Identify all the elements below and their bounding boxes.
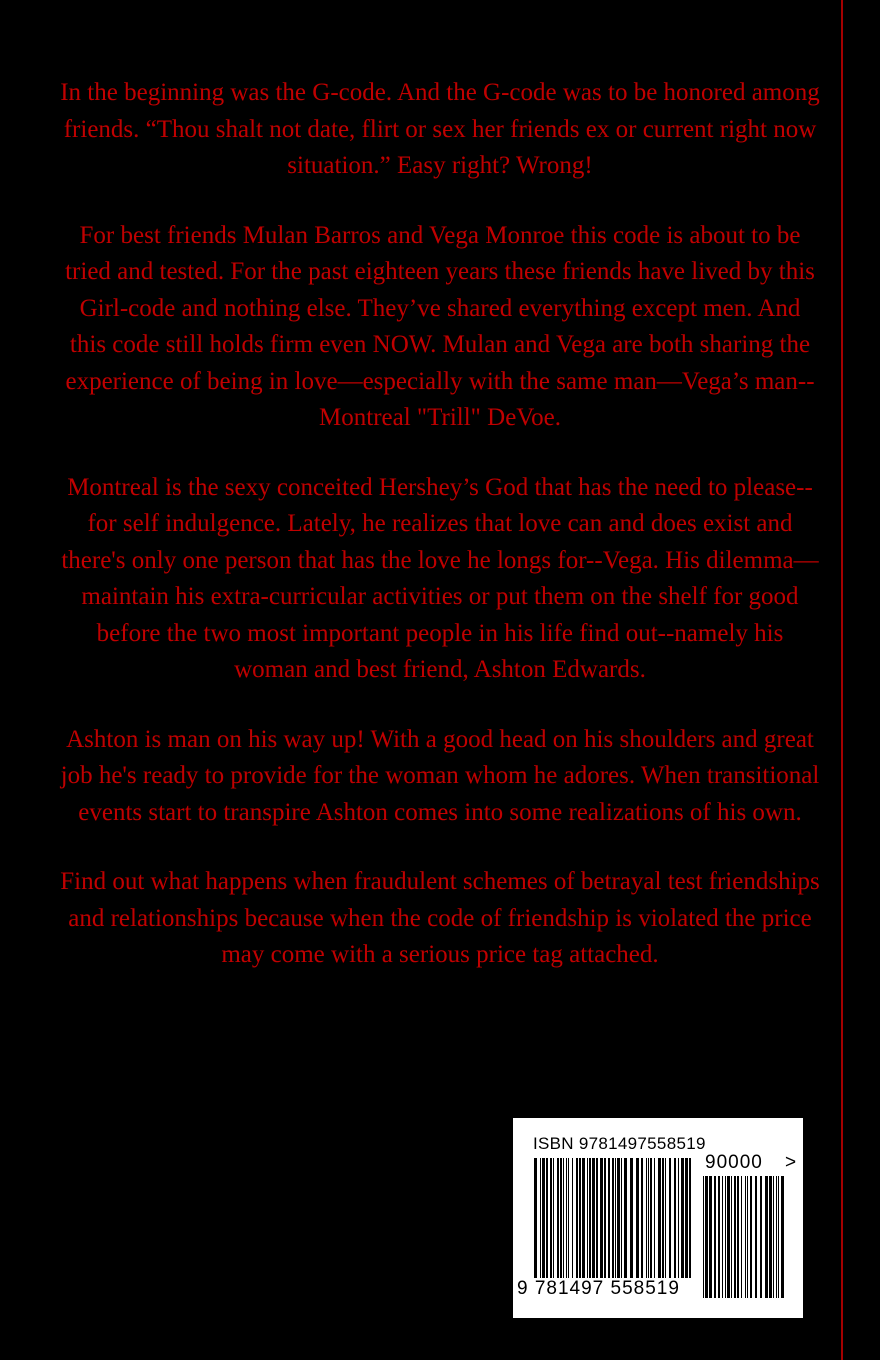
barcode-bar: [705, 1176, 708, 1298]
barcode-bar: [612, 1158, 614, 1278]
barcode-bar: [709, 1176, 712, 1298]
barcode-bar: [773, 1176, 774, 1298]
barcode-bar: [636, 1158, 639, 1278]
barcode-bar: [727, 1176, 730, 1298]
ean13-bars: [534, 1158, 692, 1298]
barcode-bar: [674, 1158, 676, 1278]
barcode-bar: [540, 1158, 541, 1278]
barcode-bar: [745, 1176, 746, 1298]
barcode-bar: [781, 1176, 784, 1298]
isbn-barcode: [513, 1118, 803, 1318]
barcode-bar: [572, 1158, 573, 1278]
barcode-bar: [685, 1158, 688, 1278]
back-cover-blurb: [60, 75, 820, 1007]
barcode-bar: [722, 1176, 723, 1298]
barcode-bar: [617, 1158, 620, 1278]
barcode-bar: [566, 1158, 567, 1278]
barcode-bar: [563, 1158, 564, 1278]
barcode-bar: [592, 1158, 595, 1278]
barcode-bar: [650, 1158, 652, 1278]
barcode-bar: [600, 1158, 603, 1278]
barcode-bar: [553, 1158, 554, 1278]
barcode-bar: [689, 1158, 691, 1278]
price-addon-digits: 90000: [705, 1152, 763, 1173]
price-addon-bars: [703, 1176, 785, 1298]
barcode-bar: [718, 1176, 720, 1298]
barcode-bar: [778, 1176, 779, 1298]
barcode-bar: [648, 1158, 649, 1278]
barcode-bar: [654, 1158, 655, 1278]
isbn-label: ISBN 9781497558519: [533, 1134, 706, 1153]
barcode-bar: [582, 1158, 585, 1278]
blurb-paragraph-2: For best friends Mulan Barros and Vega Monroe this code is about to be tried and tested. For the past eighteen years these friends have lived by this Girl-code and nothing else. They’ve shared everything except men. And this code still holds firm even NOW. Mulan and Vega are both sharing the experience of being in love—especially with the same man—Vega’s man--Montreal "Trill" DeVoe.: [65, 221, 815, 431]
barcode-bar: [630, 1158, 633, 1278]
blurb-paragraph-3: Montreal is the sexy conceited Hershey’s God that has the need to please--for self indulgence. Lately, he realizes that love can and does exist and there's only one person that has the love he longs for--Vega. His dilemma—maintain his extra-curricular activities or put them on the shelf for good before the two most important people in his life find out--namely his woman and best friend, Ashton Edwards.: [61, 473, 819, 683]
barcode-bar: [669, 1158, 671, 1278]
barcode-bar: [542, 1158, 545, 1278]
barcode-bar: [776, 1176, 777, 1298]
barcode-bar: [589, 1158, 591, 1278]
barcode-bar: [725, 1176, 726, 1298]
barcode-bar: [557, 1158, 559, 1278]
barcode-bar: [546, 1158, 548, 1278]
barcode-bar: [579, 1158, 581, 1278]
addon-arrow: >: [785, 1152, 797, 1173]
barcode-bar: [734, 1176, 736, 1298]
barcode-bar: [534, 1158, 537, 1278]
barcode-bar: [681, 1158, 684, 1278]
barcode-bar: [662, 1158, 664, 1278]
barcode-bar: [678, 1158, 679, 1278]
barcode-bar: [747, 1176, 748, 1298]
barcode-bar: [608, 1158, 610, 1278]
barcode-bar: [703, 1176, 704, 1298]
blurb-paragraph-4: Ashton is man on his way up! With a good head on his shoulders and great job he's ready to provide for the woman whom he adores. When transitional events start to transpire Ashton comes into some realizations of his own.: [60, 725, 820, 826]
barcode-bar: [576, 1158, 578, 1278]
barcode-bar: [765, 1176, 768, 1298]
barcode-bar: [621, 1158, 622, 1278]
barcode-bar: [658, 1158, 661, 1278]
barcode-bar: [550, 1158, 552, 1278]
barcode-bar: [665, 1158, 666, 1278]
barcode-bar: [587, 1158, 588, 1278]
barcode-bar: [769, 1176, 772, 1298]
barcode-bar: [646, 1158, 647, 1278]
blurb-paragraph-5: Find out what happens when fraudulent schemes of betrayal test friendships and relationships because when the code of friendship is violated the price may come with a serious price tag attached.: [60, 868, 820, 968]
barcode-bar: [760, 1176, 762, 1298]
barcode-bar: [750, 1176, 752, 1298]
barcode-bar: [615, 1158, 616, 1278]
barcode-bar: [737, 1176, 739, 1298]
barcode-bar: [755, 1176, 757, 1298]
barcode-bar: [560, 1158, 562, 1278]
barcode-bar: [596, 1158, 598, 1278]
barcode-bar: [714, 1176, 716, 1298]
barcode-bar: [741, 1176, 742, 1298]
spine-edge-line: [841, 0, 843, 1360]
barcode-bar: [568, 1158, 569, 1278]
isbn-digits: 9 781497 558519: [517, 1278, 680, 1299]
barcode-bar: [731, 1176, 732, 1298]
barcode-bar: [624, 1158, 627, 1278]
blurb-paragraph-1: In the beginning was the G-code. And the G-code was to be honored among friends. “Thou shalt not date, flirt or sex her friends ex or current right now situation.” Easy right? Wrong!: [60, 79, 820, 179]
barcode-bar: [604, 1158, 606, 1278]
barcode-bar: [641, 1158, 643, 1278]
